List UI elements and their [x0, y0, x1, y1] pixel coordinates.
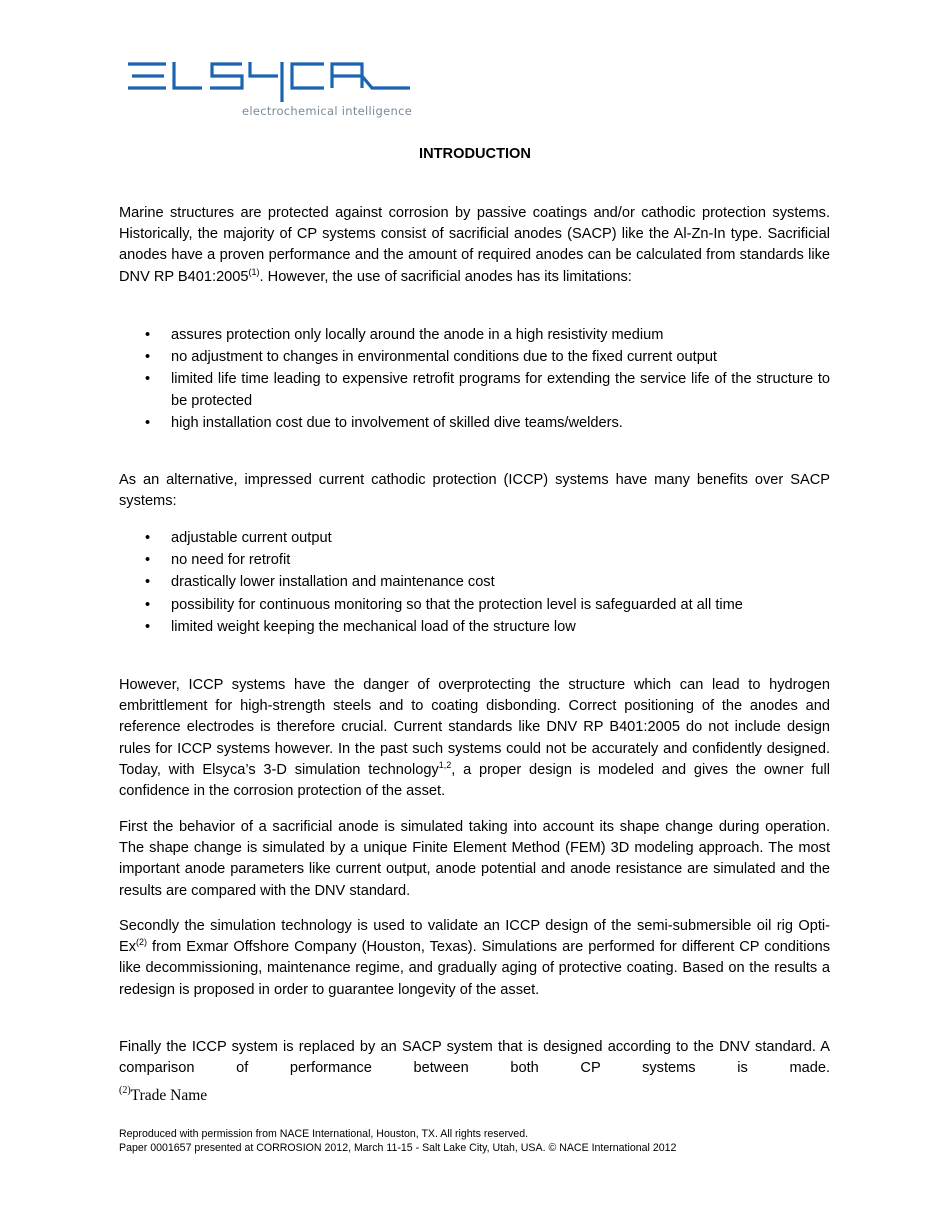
section-heading: INTRODUCTION: [419, 146, 531, 162]
however-text-end: , a proper design is modeled and gives the owner full confidence in the corrosion protection of the asset.: [119, 761, 830, 800]
however-paragraph-block: [119, 675, 830, 802]
first-paragraph: First the behavior of a sacrificial anode is simulated taking into account its shape change during operation. The shape change is simulated by a unique Finite Element Method (FEM) 3D modeling approach. The most important anode parameters like current output, anode potential and anode resistance are simulated and the results are compared with the DNV standard.: [119, 819, 830, 899]
list-item: • no adjustment to changes in environmental conditions due to the fixed current output: [119, 347, 830, 368]
footer-paper-line: Paper 0001657 presented at CORROSION 2012, March 11-15 - Salt Lake City, Utah, USA. © NACE International 2012: [119, 1141, 677, 1154]
second-paragraph: [119, 916, 830, 1001]
benefits-list-block: [119, 528, 830, 639]
reference-marker: 1,2: [438, 759, 452, 770]
list-item: • drastically lower installation and maintenance cost: [119, 572, 830, 593]
alternative-paragraph-block: [119, 470, 830, 512]
limitations-list: [119, 325, 830, 434]
page-footer: [119, 1128, 676, 1155]
benefits-list: [119, 528, 830, 638]
intro-text-end: . However, the use of sacrificial anodes has its limitations:: [259, 268, 632, 285]
final-paragraph: Finally the ICCP system is replaced by an SACP system that is designed according to the DNV standard. A comparison of performance between both CP systems is made.: [119, 1039, 830, 1077]
elsyca-logo-icon: [126, 58, 426, 108]
however-paragraph: [119, 675, 830, 802]
list-item: • no need for retrofit: [119, 550, 830, 571]
footnote-marker: (2): [119, 1085, 131, 1096]
intro-paragraph-block: [119, 203, 830, 288]
footnote-text: Trade Name: [130, 1087, 208, 1104]
first-paragraph-block: [119, 817, 830, 902]
list-item: • adjustable current output: [119, 528, 830, 549]
list-item: • limited weight keeping the mechanical load of the structure low: [119, 617, 830, 638]
final-paragraph-block: [119, 1037, 830, 1079]
list-item: • possibility for continuous monitoring so that the protection level is safeguarded at all time: [119, 595, 830, 616]
intro-text: Marine structures are protected against corrosion by passive coatings and/or cathodic protection systems. Historically, the majority of CP systems consist of sacrificial anodes (SACP) like the Al-Zn-In type. Sacrificial anodes have a proven performance and the amount of required anodes can be calculated from standards like DNV RP B401:2005: [119, 205, 830, 285]
list-item: • high installation cost due to involvement of skilled dive teams/welders.: [119, 413, 830, 434]
second-text-end: from Exmar Offshore Company (Houston, Texas). Simulations are performed for different CP conditions like decommissioning, maintenance regime, and gradually aging of protective coating. Based on the results a redesign is proposed in order to guarantee longevity of the asset.: [119, 939, 830, 998]
second-paragraph-block: [119, 916, 830, 1001]
intro-paragraph: [119, 203, 830, 288]
reference-marker: (1): [248, 266, 260, 277]
trade-name-footnote: [119, 1087, 207, 1105]
elsyca-logo: [126, 58, 426, 122]
list-item: • limited life time leading to expensive retrofit programs for extending the service life of the structure to be protected: [119, 369, 830, 411]
limitations-list-block: [119, 325, 830, 435]
list-item: • assures protection only locally around the anode in a high resistivity medium: [119, 325, 830, 346]
alternative-paragraph: As an alternative, impressed current cathodic protection (ICCP) systems have many benefits over SACP systems:: [119, 472, 830, 510]
logo-tagline: electrochemical intelligence: [242, 104, 413, 118]
footer-permission-line: Reproduced with permission from NACE International, Houston, TX. All rights reserved.: [119, 1128, 529, 1140]
however-text: However, ICCP systems have the danger of overprotecting the structure which can lead to hydrogen embrittlement for high-strength steels and to coating disbonding. Correct positioning of the anodes and reference electrodes is therefore crucial. Current standards like DNV RP B401:2005 do not include design rules for ICCP systems however. In the past such systems could not be accurately and confidently designed. Today, with Elsyca’s 3-D simulation technology: [119, 677, 830, 778]
second-text: Secondly the simulation technology is used to validate an ICCP design of the semi-submersible oil rig Opti-Ex: [119, 918, 830, 956]
trade-name-marker: (2): [136, 937, 148, 948]
